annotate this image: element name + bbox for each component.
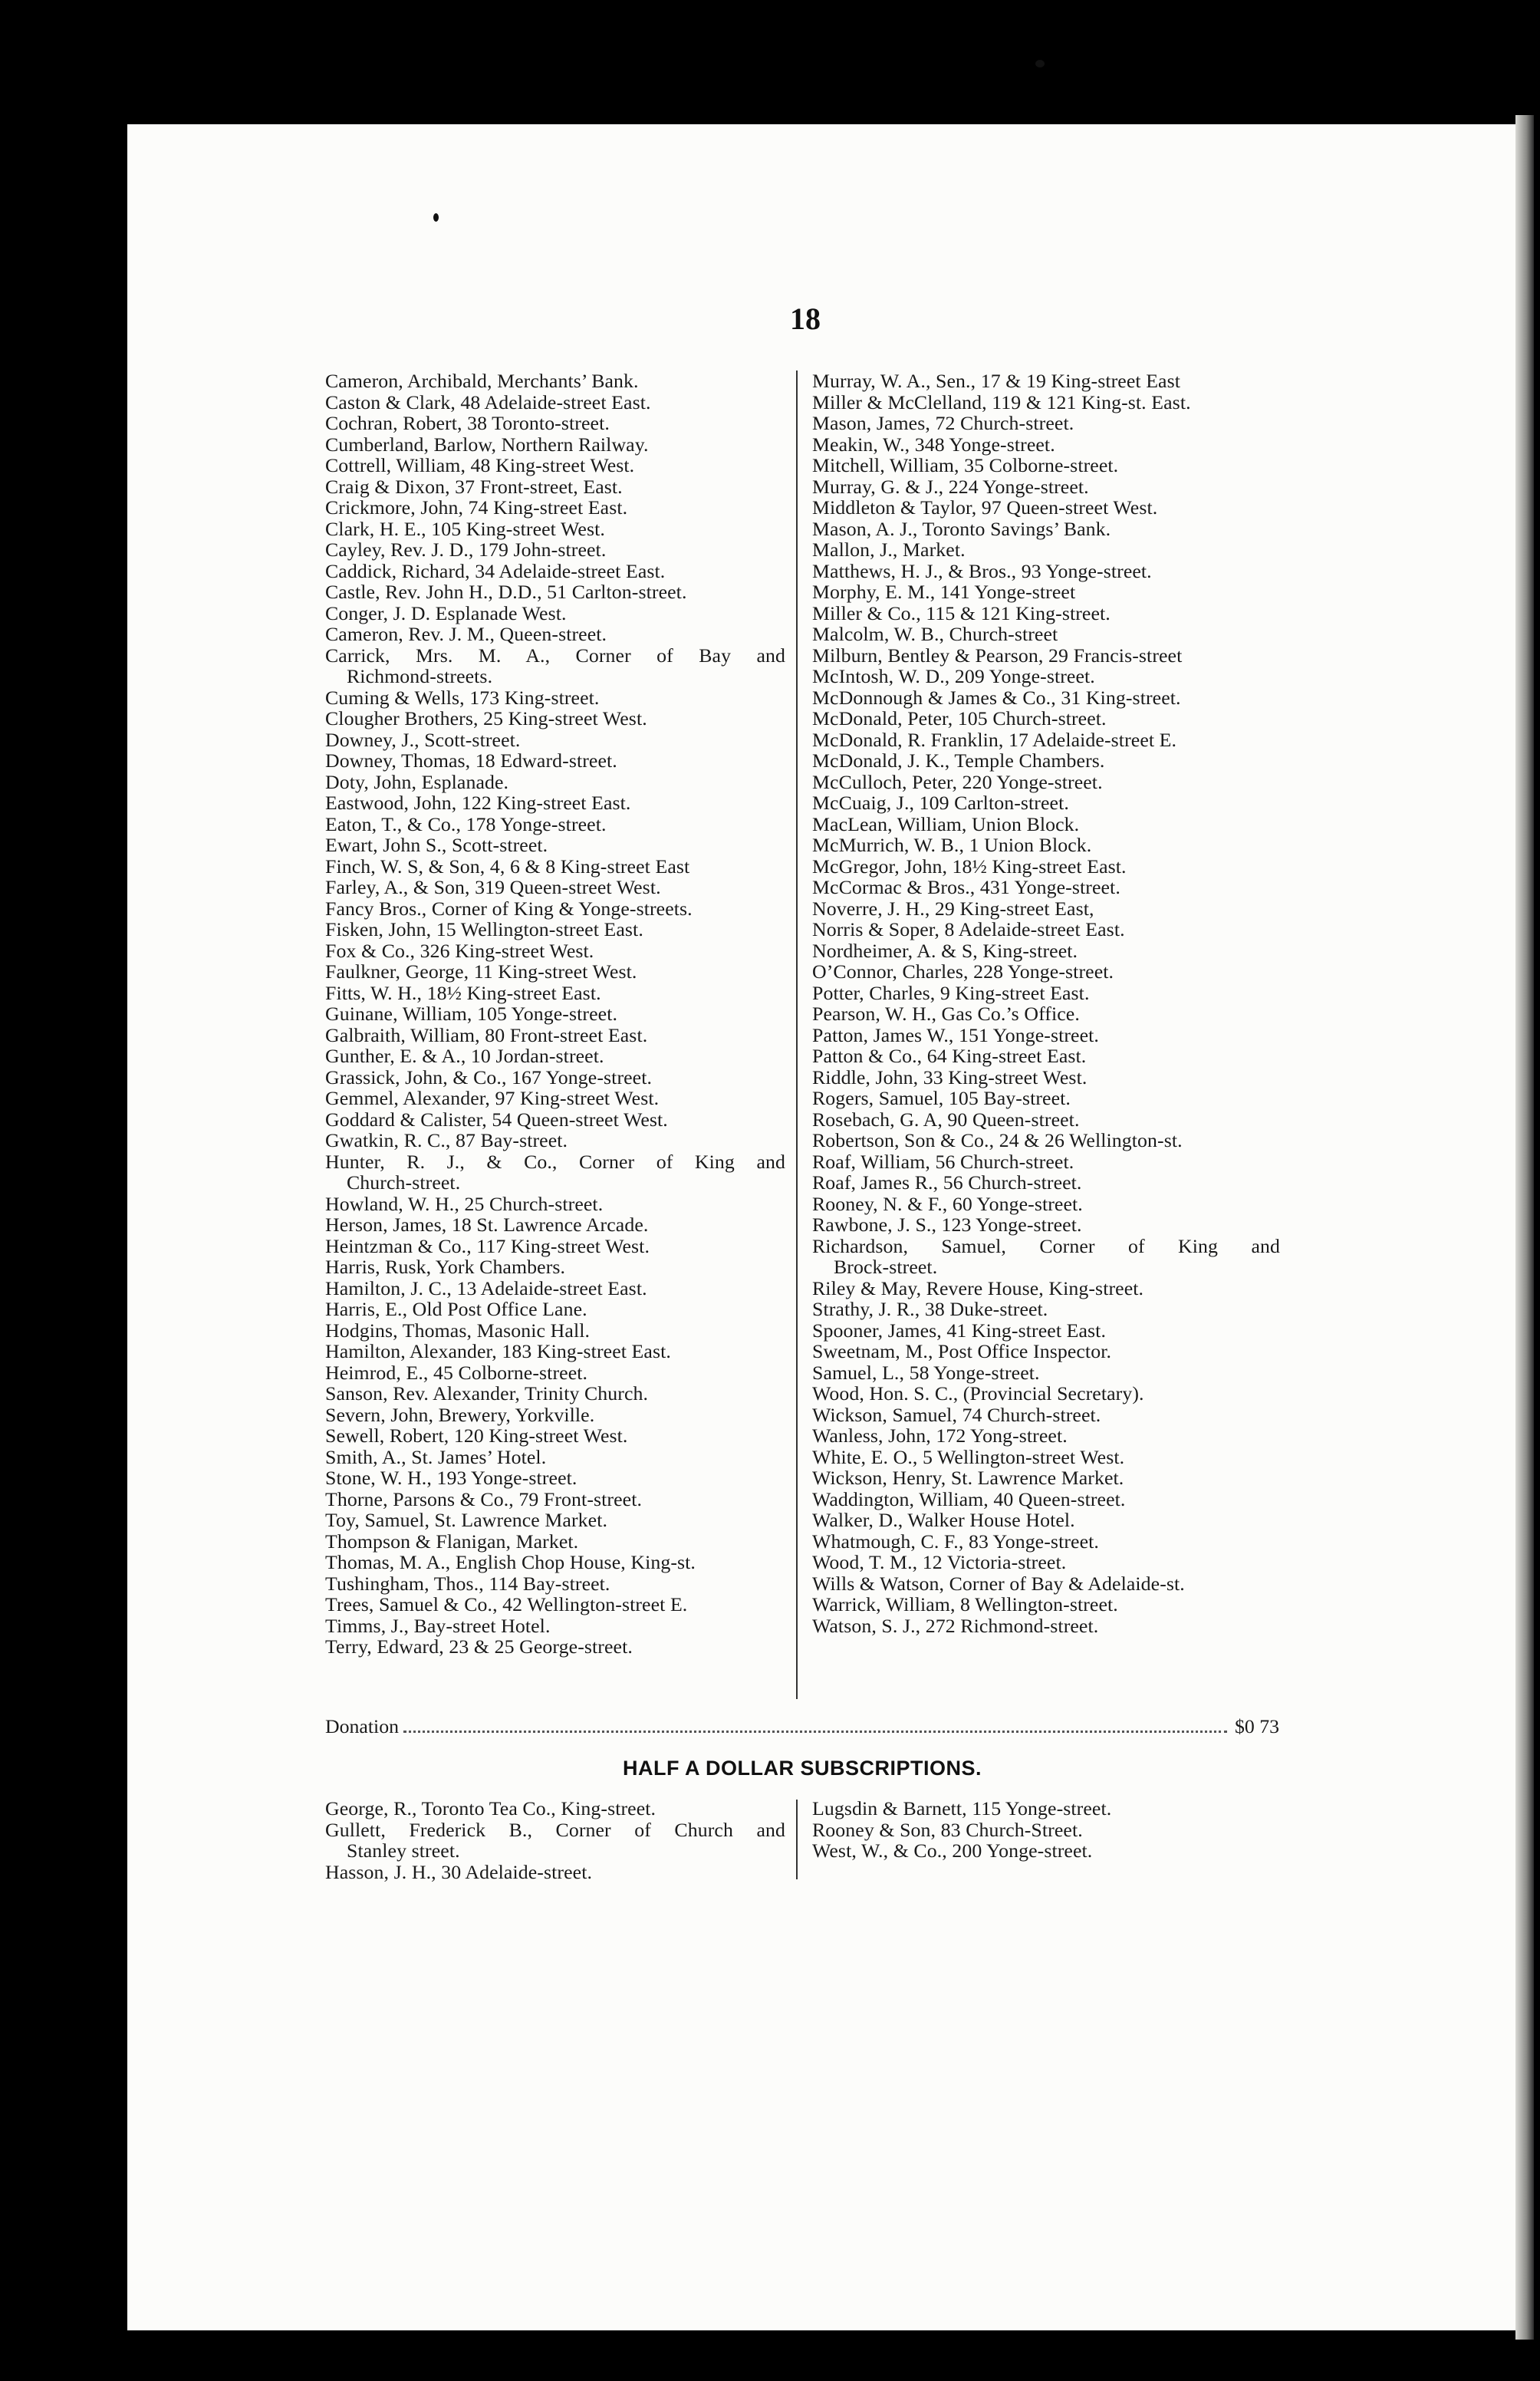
- subscriber-entry: Castle, Rev. John H., D.D., 51 Carlton-street.: [325, 581, 687, 603]
- subscriber-entry: McGregor, John, 18½ King-street East.: [812, 855, 1127, 878]
- half-dollar-list-left: [325, 1798, 785, 1882]
- donation-amount: $0 73: [1234, 1715, 1279, 1737]
- subscriber-entry: Sanson, Rev. Alexander, Trinity Church.: [325, 1382, 649, 1405]
- subscriber-entry: Rawbone, J. S., 123 Yonge-street.: [812, 1214, 1082, 1236]
- subscriber-entry: Watson, S. J., 272 Richmond-street.: [812, 1614, 1099, 1637]
- column-divider: [796, 370, 798, 1699]
- subscriber-entry: Wood, T. M., 12 Victoria-street.: [812, 1551, 1067, 1573]
- scan-speck: [1035, 60, 1045, 68]
- subscriber-entry: Doty, John, Esplanade.: [325, 770, 509, 793]
- subscriber-entry: McDonnough & James & Co., 31 King-street.: [812, 686, 1181, 709]
- subscriber-entry: Sewell, Robert, 120 King-street West.: [325, 1424, 628, 1447]
- subscriber-entry: Ewart, John S., Scott-street.: [325, 834, 548, 856]
- subscriber-entry: Cuming & Wells, 173 King-street.: [325, 686, 600, 709]
- subscriber-entry: Riley & May, Revere House, King-street.: [812, 1276, 1144, 1299]
- subscriber-entry: Mitchell, William, 35 Colborne-street.: [812, 454, 1119, 476]
- subscriber-entry: Mason, A. J., Toronto Savings’ Bank.: [812, 517, 1111, 540]
- subscriber-entry: Craig & Dixon, 37 Front-street, East.: [325, 475, 623, 498]
- donation-line: [325, 1715, 1279, 1738]
- subscriber-entry: Norris & Soper, 8 Adelaide-street East.: [812, 918, 1125, 940]
- subscriber-entry: Cameron, Archibald, Merchants’ Bank.: [325, 370, 639, 392]
- subscriber-entry: Warrick, William, 8 Wellington-street.: [812, 1593, 1118, 1615]
- subscriber-entry: Rooney, N. & F., 60 Yonge-street.: [812, 1192, 1083, 1215]
- subscriber-entry: Toy, Samuel, St. Lawrence Market.: [325, 1509, 608, 1531]
- column-divider: [796, 1800, 798, 1879]
- subscriber-entry: Waddington, William, 40 Queen-street.: [812, 1487, 1126, 1510]
- subscriber-entry: Cayley, Rev. J. D., 179 John-street.: [325, 538, 607, 561]
- page-edge: [1515, 115, 1534, 2340]
- subscriber-entry: Severn, John, Brewery, Yorkville.: [325, 1403, 595, 1426]
- subscriber-entry: Smith, A., St. James’ Hotel.: [325, 1445, 547, 1468]
- entry-continuation: Richmond-streets.: [347, 665, 493, 687]
- subscriber-entry: McCuaig, J., 109 Carlton-street.: [812, 792, 1069, 814]
- subscriber-entry: Tushingham, Thos., 114 Bay-street.: [325, 1572, 610, 1595]
- subscriber-entry: Wills & Watson, Corner of Bay & Adelaide-st.: [812, 1572, 1185, 1595]
- subscriber-entry: Patton & Co., 64 King-street East.: [812, 1045, 1087, 1067]
- subscriber-entry: Hasson, J. H., 30 Adelaide-street.: [325, 1860, 593, 1883]
- subscriber-entry: McDonald, J. K., Temple Chambers.: [812, 749, 1105, 772]
- subscriber-entry: Wickson, Henry, St. Lawrence Market.: [812, 1467, 1124, 1489]
- subscriber-list-right: [812, 370, 1280, 1636]
- subscriber-entry: Herson, James, 18 St. Lawrence Arcade.: [325, 1214, 649, 1236]
- subscriber-entry: Hodgins, Thomas, Masonic Hall.: [325, 1319, 591, 1342]
- subscriber-entry: Eaton, T., & Co., 178 Yonge-street.: [325, 812, 607, 835]
- subscriber-entry: Harris, Rusk, York Chambers.: [325, 1256, 566, 1278]
- subscriber-entry: Noverre, J. H., 29 King-street East,: [812, 897, 1094, 920]
- dot-leader: [403, 1731, 1227, 1733]
- subscriber-entry: Milburn, Bentley & Pearson, 29 Francis-street: [812, 644, 1183, 667]
- subscriber-entry: Lugsdin & Barnett, 115 Yonge-street.: [812, 1797, 1112, 1820]
- subscriber-entry: Patton, James W., 151 Yonge-street.: [812, 1023, 1099, 1046]
- subscriber-entry: Middleton & Taylor, 97 Queen-street West.: [812, 496, 1158, 519]
- subscriber-entry: McIntosh, W. D., 209 Yonge-street.: [812, 665, 1095, 687]
- subscriber-entry: McCulloch, Peter, 220 Yonge-street.: [812, 770, 1103, 793]
- subscriber-entry: Meakin, W., 348 Yonge-street.: [812, 433, 1055, 456]
- subscriber-entry: Whatmough, C. F., 83 Yonge-street.: [812, 1530, 1099, 1553]
- subscriber-entry: Gwatkin, R. C., 87 Bay-street.: [325, 1129, 568, 1151]
- subscriber-entry: Rogers, Samuel, 105 Bay-street.: [812, 1087, 1071, 1109]
- subscriber-entry: Miller & McClelland, 119 & 121 King-st. East.: [812, 390, 1191, 413]
- subscriber-entry: Thompson & Flanigan, Market.: [325, 1530, 579, 1553]
- page-number: 18: [790, 301, 821, 336]
- subscriber-entry: Terry, Edward, 23 & 25 George-street.: [325, 1635, 633, 1658]
- subscriber-entry: Walker, D., Walker House Hotel.: [812, 1509, 1075, 1531]
- subscriber-entry: Richardson, Samuel, Corner of King and: [812, 1234, 1280, 1257]
- subscriber-entry: Gemmel, Alexander, 97 King-street West.: [325, 1087, 660, 1109]
- subscriber-entry: Hamilton, Alexander, 183 King-street East.: [325, 1340, 671, 1362]
- subscriber-entry: Samuel, L., 58 Yonge-street.: [812, 1361, 1040, 1384]
- entry-continuation: Brock-street.: [834, 1256, 938, 1278]
- subscriber-entry: West, W., & Co., 200 Yonge-street.: [812, 1839, 1093, 1862]
- subscriber-entry: Conger, J. D. Esplanade West.: [325, 601, 567, 624]
- subscriber-entry: Malcolm, W. B., Church-street: [812, 623, 1058, 645]
- subscriber-entry: Finch, W. S, & Son, 4, 6 & 8 King-street East: [325, 855, 690, 878]
- subscriber-entry: Miller & Co., 115 & 121 King-street.: [812, 601, 1111, 624]
- scan-speck: [433, 213, 439, 222]
- subscriber-entry: Caddick, Richard, 34 Adelaide-street East.: [325, 559, 666, 582]
- entry-continuation: Stanley street.: [347, 1839, 460, 1862]
- subscriber-entry: Thorne, Parsons & Co., 79 Front-street.: [325, 1487, 643, 1510]
- subscriber-entry: Morphy, E. M., 141 Yonge-street: [812, 581, 1076, 603]
- subscriber-entry: Mallon, J., Market.: [812, 538, 966, 561]
- subscriber-list-left: [325, 370, 785, 1658]
- subscriber-entry: McCormac & Bros., 431 Yonge-street.: [812, 876, 1120, 898]
- subscriber-entry: Carrick, Mrs. M. A., Corner of Bay and: [325, 644, 785, 667]
- subscriber-entry: Goddard & Calister, 54 Queen-street West.: [325, 1108, 668, 1131]
- subscriber-entry: Howland, W. H., 25 Church-street.: [325, 1192, 604, 1215]
- subscriber-entry: Clark, H. E., 105 King-street West.: [325, 517, 605, 540]
- subscriber-entry: McMurrich, W. B., 1 Union Block.: [812, 834, 1092, 856]
- subscriber-entry: Mason, James, 72 Church-street.: [812, 412, 1074, 434]
- subscriber-entry: O’Connor, Charles, 228 Yonge-street.: [812, 960, 1114, 983]
- subscriber-entry: Murray, W. A., Sen., 17 & 19 King-street East: [812, 370, 1181, 392]
- subscriber-entry: Timms, J., Bay-street Hotel.: [325, 1614, 551, 1637]
- subscriber-entry: Thomas, M. A., English Chop House, King-st.: [325, 1551, 696, 1573]
- subscriber-entry: Gullett, Frederick B., Corner of Church and: [325, 1818, 785, 1841]
- subscriber-entry: Robertson, Son & Co., 24 & 26 Wellington-st.: [812, 1129, 1183, 1151]
- subscriber-entry: Guinane, William, 105 Yonge-street.: [325, 1003, 618, 1025]
- subscriber-entry: Wood, Hon. S. C., (Provincial Secretary).: [812, 1382, 1144, 1405]
- subscriber-entry: Caston & Clark, 48 Adelaide-street East.: [325, 390, 651, 413]
- subscriber-entry: Eastwood, John, 122 King-street East.: [325, 792, 631, 814]
- subscriber-entry: Hunter, R. J., & Co., Corner of King and: [325, 1150, 785, 1173]
- subscriber-entry: Gunther, E. & A., 10 Jordan-street.: [325, 1045, 604, 1067]
- entry-continuation: Church-street.: [347, 1171, 461, 1194]
- subscriber-entry: Clougher Brothers, 25 King-street West.: [325, 707, 647, 729]
- subscriber-entry: McDonald, R. Franklin, 17 Adelaide-street E.: [812, 728, 1177, 751]
- subscriber-entry: Cottrell, William, 48 King-street West.: [325, 454, 635, 476]
- subscriber-entry: Strathy, J. R., 38 Duke-street.: [812, 1298, 1048, 1320]
- subscriber-entry: Rosebach, G. A, 90 Queen-street.: [812, 1108, 1080, 1131]
- subscriber-entry: Faulkner, George, 11 King-street West.: [325, 960, 637, 983]
- subscriber-entry: Cochran, Robert, 38 Toronto-street.: [325, 412, 610, 434]
- subscriber-entry: Grassick, John, & Co., 167 Yonge-street.: [325, 1065, 653, 1088]
- subscriber-entry: Downey, Thomas, 18 Edward-street.: [325, 749, 617, 772]
- subscriber-entry: Wickson, Samuel, 74 Church-street.: [812, 1403, 1101, 1426]
- subscriber-entry: MacLean, William, Union Block.: [812, 812, 1080, 835]
- subscriber-entry: Fox & Co., 326 King-street West.: [325, 939, 594, 962]
- subscriber-entry: Wanless, John, 172 Yong-street.: [812, 1424, 1068, 1447]
- subscriber-entry: Sweetnam, M., Post Office Inspector.: [812, 1340, 1112, 1362]
- donation-label: Donation: [325, 1715, 400, 1737]
- section-heading: HALF A DOLLAR SUBSCRIPTIONS.: [623, 1757, 982, 1780]
- subscriber-entry: Fancy Bros., Corner of King & Yonge-streets.: [325, 897, 693, 920]
- subscriber-entry: George, R., Toronto Tea Co., King-street.: [325, 1797, 656, 1820]
- subscriber-entry: Farley, A., & Son, 319 Queen-street West.: [325, 876, 661, 898]
- half-dollar-list-right: [812, 1798, 1280, 1862]
- subscriber-entry: Hamilton, J. C., 13 Adelaide-street East.: [325, 1276, 647, 1299]
- subscriber-entry: Stone, W. H., 193 Yonge-street.: [325, 1467, 578, 1489]
- subscriber-entry: Murray, G. & J., 224 Yonge-street.: [812, 475, 1089, 498]
- subscriber-entry: Fisken, John, 15 Wellington-street East.: [325, 918, 643, 940]
- subscriber-entry: Heimrod, E., 45 Colborne-street.: [325, 1361, 588, 1384]
- subscriber-entry: Downey, J., Scott-street.: [325, 728, 521, 751]
- subscriber-entry: Pearson, W. H., Gas Co.’s Office.: [812, 1003, 1080, 1025]
- subscriber-entry: Spooner, James, 41 King-street East.: [812, 1319, 1106, 1342]
- subscriber-entry: Crickmore, John, 74 King-street East.: [325, 496, 628, 519]
- subscriber-entry: Cameron, Rev. J. M., Queen-street.: [325, 623, 607, 645]
- subscriber-entry: Potter, Charles, 9 King-street East.: [812, 981, 1090, 1004]
- subscriber-entry: Fitts, W. H., 18½ King-street East.: [325, 981, 601, 1004]
- subscriber-entry: McDonald, Peter, 105 Church-street.: [812, 707, 1107, 729]
- subscriber-entry: Harris, E., Old Post Office Lane.: [325, 1298, 587, 1320]
- subscriber-entry: Riddle, John, 33 King-street West.: [812, 1065, 1088, 1088]
- subscriber-entry: Trees, Samuel & Co., 42 Wellington-street E.: [325, 1593, 688, 1615]
- subscriber-entry: Matthews, H. J., & Bros., 93 Yonge-street.: [812, 559, 1152, 582]
- subscriber-entry: Nordheimer, A. & S, King-street.: [812, 939, 1078, 962]
- subscriber-entry: Heintzman & Co., 117 King-street West.: [325, 1234, 650, 1257]
- subscriber-entry: Rooney & Son, 83 Church-Street.: [812, 1818, 1083, 1841]
- subscriber-entry: White, E. O., 5 Wellington-street West.: [812, 1445, 1125, 1468]
- subscriber-entry: Roaf, William, 56 Church-street.: [812, 1150, 1074, 1173]
- subscriber-entry: Galbraith, William, 80 Front-street East.: [325, 1023, 648, 1046]
- subscriber-entry: Cumberland, Barlow, Northern Railway.: [325, 433, 649, 456]
- subscriber-entry: Roaf, James R., 56 Church-street.: [812, 1171, 1082, 1194]
